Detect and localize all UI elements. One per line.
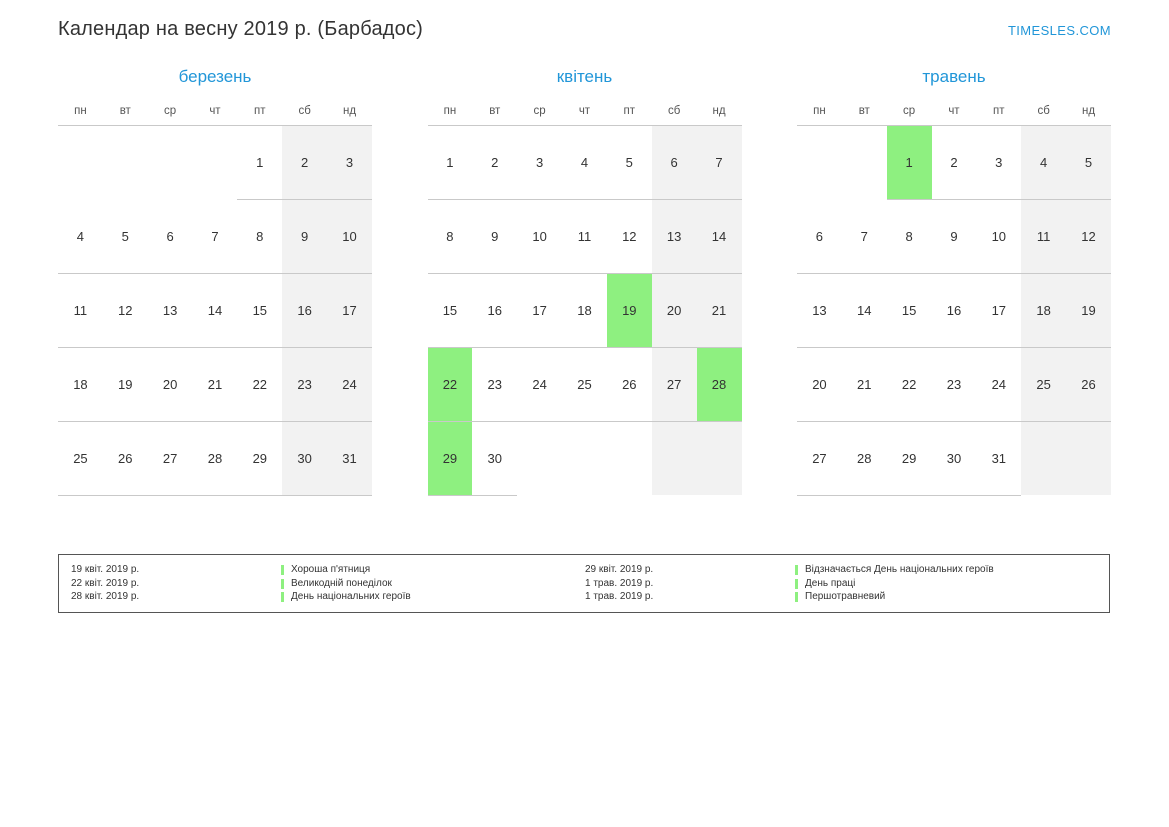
day-number: 19 bbox=[607, 274, 652, 347]
legend-date: 19 квіт. 2019 р. bbox=[71, 564, 140, 575]
day-cell[interactable] bbox=[1021, 274, 1066, 348]
empty-cell bbox=[562, 422, 607, 496]
day-number: 1 bbox=[256, 155, 264, 170]
day-number: 9 bbox=[282, 200, 327, 273]
week-row bbox=[797, 200, 1111, 274]
day-number: 11 bbox=[577, 229, 592, 244]
day-number: 15 bbox=[252, 303, 268, 318]
day-cell[interactable] bbox=[697, 274, 742, 348]
day-cell[interactable] bbox=[428, 126, 473, 200]
day-cell[interactable] bbox=[327, 422, 372, 496]
day-number bbox=[1066, 422, 1111, 495]
weekday-header: пт bbox=[976, 101, 1021, 126]
weekday-header: пн bbox=[428, 101, 473, 126]
day-cell[interactable] bbox=[472, 348, 517, 422]
legend-date: 29 квіт. 2019 р. bbox=[585, 564, 654, 575]
day-number: 28 bbox=[697, 348, 742, 421]
day-cell[interactable] bbox=[797, 348, 842, 422]
empty-cell bbox=[103, 126, 148, 200]
day-number: 2 bbox=[950, 155, 958, 170]
day-number bbox=[842, 126, 887, 199]
day-number: 24 bbox=[991, 377, 1007, 392]
day-number: 20 bbox=[652, 274, 697, 347]
week-row bbox=[58, 126, 372, 200]
day-number: 26 bbox=[1066, 348, 1111, 421]
day-number bbox=[1021, 422, 1066, 495]
day-number: 7 bbox=[211, 228, 219, 244]
week-row bbox=[58, 200, 372, 274]
day-number: 3 bbox=[535, 155, 544, 170]
day-cell[interactable] bbox=[932, 348, 977, 422]
day-cell[interactable] bbox=[1066, 274, 1111, 348]
day-cell[interactable] bbox=[697, 348, 742, 422]
day-cell[interactable] bbox=[148, 274, 193, 348]
day-number: 16 bbox=[946, 303, 962, 318]
week-row bbox=[428, 126, 742, 200]
day-number: 18 bbox=[577, 303, 592, 318]
day-number: 30 bbox=[487, 451, 502, 466]
day-number: 26 bbox=[118, 451, 133, 466]
week-row bbox=[58, 348, 372, 422]
day-number: 19 bbox=[1066, 274, 1111, 347]
week-row bbox=[797, 126, 1111, 200]
day-cell[interactable] bbox=[976, 126, 1021, 200]
day-number bbox=[797, 126, 842, 199]
day-number: 5 bbox=[121, 228, 129, 244]
day-cell[interactable] bbox=[562, 126, 607, 200]
day-number: 7 bbox=[860, 228, 868, 244]
legend-date: 1 трав. 2019 р. bbox=[585, 577, 654, 589]
day-number bbox=[697, 422, 742, 495]
day-cell[interactable] bbox=[932, 422, 977, 496]
weekday-header: пт bbox=[607, 101, 652, 126]
day-number: 10 bbox=[327, 200, 372, 273]
empty-cell bbox=[797, 126, 842, 200]
day-cell[interactable] bbox=[282, 348, 327, 422]
day-cell[interactable] bbox=[562, 200, 607, 274]
day-cell[interactable] bbox=[193, 274, 238, 348]
day-number bbox=[148, 126, 193, 199]
day-number bbox=[103, 126, 148, 199]
day-number: 23 bbox=[487, 377, 502, 392]
day-cell[interactable] bbox=[842, 274, 887, 348]
day-number: 13 bbox=[812, 303, 827, 318]
day-number: 30 bbox=[282, 422, 327, 495]
week-row bbox=[797, 274, 1111, 348]
day-cell[interactable] bbox=[842, 422, 887, 496]
weekday-header: ср bbox=[148, 101, 193, 126]
empty-cell bbox=[148, 126, 193, 200]
legend-holiday-name: Першотравневий bbox=[795, 590, 1099, 604]
weekday-header: сб bbox=[282, 101, 327, 126]
day-cell[interactable] bbox=[607, 126, 652, 200]
day-cell[interactable] bbox=[652, 274, 697, 348]
weekday-header: нд bbox=[1066, 101, 1111, 126]
day-cell[interactable] bbox=[148, 348, 193, 422]
week-row bbox=[428, 422, 742, 496]
weekday-header: пн bbox=[58, 101, 103, 126]
day-cell[interactable] bbox=[472, 200, 517, 274]
weekday-header: нд bbox=[697, 101, 742, 126]
months-container bbox=[0, 41, 1169, 496]
day-number: 17 bbox=[327, 274, 372, 347]
day-cell[interactable] bbox=[1066, 348, 1111, 422]
day-number: 25 bbox=[577, 377, 592, 392]
day-number: 25 bbox=[73, 451, 88, 466]
day-cell[interactable] bbox=[282, 422, 327, 496]
month-block bbox=[797, 67, 1111, 496]
day-cell[interactable] bbox=[887, 274, 932, 348]
day-cell[interactable] bbox=[607, 274, 652, 348]
day-number: 25 bbox=[1021, 348, 1066, 421]
day-number: 24 bbox=[327, 348, 372, 421]
day-cell[interactable] bbox=[1066, 200, 1111, 274]
weekday-header: вт bbox=[472, 101, 517, 126]
day-cell[interactable] bbox=[887, 126, 932, 200]
day-number: 28 bbox=[857, 451, 872, 466]
day-number: 21 bbox=[697, 274, 742, 347]
day-number: 10 bbox=[991, 229, 1007, 244]
day-number: 27 bbox=[812, 451, 827, 466]
day-number: 29 bbox=[901, 451, 917, 466]
month-table bbox=[797, 101, 1111, 496]
day-number: 4 bbox=[1021, 126, 1066, 199]
day-number: 23 bbox=[946, 377, 962, 392]
day-cell[interactable] bbox=[1021, 126, 1066, 200]
month-table bbox=[428, 101, 742, 496]
day-number: 11 bbox=[73, 303, 88, 318]
day-number: 18 bbox=[1021, 274, 1066, 347]
week-row bbox=[58, 422, 372, 496]
week-row bbox=[797, 422, 1111, 496]
legend-dates-left bbox=[71, 563, 281, 604]
weekday-header: чт bbox=[562, 101, 607, 126]
day-number: 12 bbox=[622, 229, 637, 244]
empty-cell bbox=[652, 422, 697, 496]
week-row bbox=[428, 274, 742, 348]
empty-cell bbox=[842, 126, 887, 200]
day-number: 30 bbox=[946, 451, 962, 466]
day-number: 9 bbox=[950, 229, 958, 244]
day-cell[interactable] bbox=[193, 200, 238, 274]
day-cell[interactable] bbox=[327, 200, 372, 274]
day-cell[interactable] bbox=[887, 348, 932, 422]
day-cell[interactable] bbox=[797, 200, 842, 274]
day-number: 3 bbox=[995, 155, 1003, 170]
day-number: 4 bbox=[580, 155, 589, 170]
day-cell[interactable] bbox=[932, 274, 977, 348]
day-cell[interactable] bbox=[472, 274, 517, 348]
day-number: 7 bbox=[697, 126, 742, 199]
day-number: 12 bbox=[1066, 200, 1111, 273]
day-number bbox=[193, 126, 238, 199]
day-cell[interactable] bbox=[607, 200, 652, 274]
day-number: 5 bbox=[1066, 126, 1111, 199]
day-number: 9 bbox=[491, 229, 499, 244]
day-number: 15 bbox=[901, 303, 917, 318]
day-number bbox=[607, 422, 652, 495]
legend-column-right bbox=[585, 563, 1099, 604]
day-number bbox=[517, 422, 562, 495]
day-cell[interactable] bbox=[842, 348, 887, 422]
day-number: 3 bbox=[327, 126, 372, 199]
day-cell[interactable] bbox=[428, 200, 473, 274]
day-number: 14 bbox=[697, 200, 742, 273]
day-cell[interactable] bbox=[797, 274, 842, 348]
day-number: 20 bbox=[812, 377, 827, 392]
day-cell[interactable] bbox=[517, 126, 562, 200]
weekday-header: чт bbox=[932, 101, 977, 126]
day-number: 10 bbox=[532, 229, 547, 244]
day-cell[interactable] bbox=[472, 422, 517, 496]
day-number: 18 bbox=[73, 377, 88, 392]
day-number bbox=[58, 126, 103, 199]
legend-holiday-name: День праці bbox=[795, 577, 1099, 591]
day-cell[interactable] bbox=[976, 274, 1021, 348]
day-number: 6 bbox=[166, 228, 174, 244]
day-number: 4 bbox=[76, 228, 85, 244]
day-cell[interactable] bbox=[652, 126, 697, 200]
day-number: 11 bbox=[1021, 200, 1066, 273]
day-number: 27 bbox=[652, 348, 697, 421]
day-cell[interactable] bbox=[517, 348, 562, 422]
legend-names-right bbox=[795, 563, 1099, 604]
day-number: 21 bbox=[207, 377, 223, 392]
legend-column-left bbox=[71, 563, 585, 604]
day-number: 17 bbox=[532, 303, 547, 318]
legend-holiday-name: Відзначається День національних героїв bbox=[795, 563, 1099, 577]
day-number: 28 bbox=[207, 451, 223, 466]
day-cell[interactable] bbox=[237, 200, 282, 274]
day-number: 21 bbox=[857, 377, 872, 392]
day-number: 6 bbox=[815, 228, 824, 244]
day-number: 22 bbox=[901, 377, 917, 392]
day-cell[interactable] bbox=[976, 200, 1021, 274]
month-title: квітень bbox=[556, 67, 613, 86]
empty-cell bbox=[58, 126, 103, 200]
day-cell[interactable] bbox=[428, 348, 473, 422]
day-number: 31 bbox=[991, 451, 1007, 466]
day-cell[interactable] bbox=[472, 126, 517, 200]
legend-holiday-name: Великодній понеділок bbox=[281, 577, 585, 591]
day-number: 8 bbox=[446, 229, 454, 244]
weekday-header: пт bbox=[237, 101, 282, 126]
day-cell[interactable] bbox=[237, 274, 282, 348]
month-title: травень bbox=[922, 67, 986, 86]
empty-cell bbox=[517, 422, 562, 496]
day-cell[interactable] bbox=[887, 200, 932, 274]
day-cell[interactable] bbox=[327, 348, 372, 422]
day-cell[interactable] bbox=[1066, 126, 1111, 200]
day-number: 8 bbox=[905, 229, 913, 244]
day-number: 8 bbox=[256, 229, 264, 244]
weekday-header: сб bbox=[1021, 101, 1066, 126]
weekday-header: ср bbox=[887, 101, 932, 126]
day-number: 14 bbox=[857, 303, 872, 318]
month-block bbox=[58, 67, 372, 496]
day-cell[interactable] bbox=[148, 422, 193, 496]
weekday-header: ср bbox=[517, 101, 562, 126]
day-cell[interactable] bbox=[282, 126, 327, 200]
day-number: 29 bbox=[428, 422, 473, 495]
day-number: 1 bbox=[446, 155, 454, 170]
day-number: 14 bbox=[207, 303, 223, 318]
day-cell[interactable] bbox=[103, 274, 148, 348]
month-table bbox=[58, 101, 372, 496]
day-cell[interactable] bbox=[327, 126, 372, 200]
day-cell[interactable] bbox=[652, 348, 697, 422]
day-number: 5 bbox=[625, 155, 633, 170]
day-cell[interactable] bbox=[976, 348, 1021, 422]
day-cell[interactable] bbox=[327, 274, 372, 348]
day-number: 6 bbox=[652, 126, 697, 199]
day-number: 13 bbox=[652, 200, 697, 273]
day-cell[interactable] bbox=[282, 274, 327, 348]
weekday-header: сб bbox=[652, 101, 697, 126]
legend-names-left bbox=[281, 563, 585, 604]
legend-dates-right bbox=[585, 563, 795, 604]
day-number: 16 bbox=[487, 303, 502, 318]
day-cell[interactable] bbox=[797, 422, 842, 496]
day-cell[interactable] bbox=[103, 422, 148, 496]
day-number: 17 bbox=[991, 303, 1007, 318]
week-row bbox=[428, 200, 742, 274]
legend-date: 22 квіт. 2019 р. bbox=[71, 577, 140, 589]
day-cell[interactable] bbox=[697, 200, 742, 274]
day-number: 29 bbox=[252, 451, 268, 466]
day-cell[interactable] bbox=[887, 422, 932, 496]
day-cell[interactable] bbox=[517, 274, 562, 348]
day-number: 20 bbox=[162, 377, 178, 392]
day-cell[interactable] bbox=[428, 274, 473, 348]
week-row bbox=[797, 348, 1111, 422]
day-number: 1 bbox=[887, 126, 932, 199]
brand-link[interactable]: TIMESLES.COM bbox=[1007, 23, 1111, 38]
day-number: 2 bbox=[491, 155, 499, 170]
day-number: 12 bbox=[118, 303, 133, 318]
empty-cell bbox=[1021, 422, 1066, 496]
day-cell[interactable] bbox=[58, 422, 103, 496]
day-cell[interactable] bbox=[697, 126, 742, 200]
legend-date: 28 квіт. 2019 р. bbox=[71, 591, 140, 602]
day-cell[interactable] bbox=[932, 126, 977, 200]
day-number: 16 bbox=[282, 274, 327, 347]
day-number: 15 bbox=[442, 303, 458, 318]
day-cell[interactable] bbox=[932, 200, 977, 274]
day-cell[interactable] bbox=[148, 200, 193, 274]
weekday-header: чт bbox=[193, 101, 238, 126]
empty-cell bbox=[607, 422, 652, 496]
day-cell[interactable] bbox=[193, 422, 238, 496]
day-cell[interactable] bbox=[237, 126, 282, 200]
day-number bbox=[562, 422, 607, 495]
legend-date: 1 трав. 2019 р. bbox=[585, 591, 654, 602]
day-number: 31 bbox=[327, 422, 372, 495]
day-cell[interactable] bbox=[58, 200, 103, 274]
day-cell[interactable] bbox=[237, 348, 282, 422]
day-cell[interactable] bbox=[976, 422, 1021, 496]
day-cell[interactable] bbox=[58, 274, 103, 348]
empty-cell bbox=[697, 422, 742, 496]
day-cell[interactable] bbox=[607, 348, 652, 422]
weekday-header: вт bbox=[103, 101, 148, 126]
day-number: 26 bbox=[622, 377, 637, 392]
day-number: 23 bbox=[282, 348, 327, 421]
day-cell[interactable] bbox=[1021, 348, 1066, 422]
weekday-header: нд bbox=[327, 101, 372, 126]
legend-holiday-name: День національних героїв bbox=[281, 590, 585, 604]
day-cell[interactable] bbox=[842, 200, 887, 274]
legend-holiday-name: Хороша п'ятниця bbox=[281, 563, 585, 577]
day-number: 2 bbox=[282, 126, 327, 199]
day-cell[interactable] bbox=[237, 422, 282, 496]
month-block bbox=[428, 67, 742, 496]
day-cell[interactable] bbox=[428, 422, 473, 496]
empty-cell bbox=[193, 126, 238, 200]
day-number: 24 bbox=[532, 377, 547, 392]
day-number: 19 bbox=[118, 377, 133, 392]
month-title: березень bbox=[178, 67, 252, 86]
day-cell[interactable] bbox=[103, 348, 148, 422]
day-number: 22 bbox=[252, 377, 268, 392]
day-number: 13 bbox=[162, 303, 178, 318]
day-cell[interactable] bbox=[193, 348, 238, 422]
page-header bbox=[0, 0, 1169, 41]
day-cell[interactable] bbox=[562, 274, 607, 348]
legend bbox=[58, 554, 1110, 613]
day-cell[interactable] bbox=[562, 348, 607, 422]
page-title: Календар на весну 2019 р. (Барбадос) bbox=[58, 18, 424, 40]
weekday-header: пн bbox=[797, 101, 842, 126]
day-number bbox=[652, 422, 697, 495]
day-cell[interactable] bbox=[652, 200, 697, 274]
day-cell[interactable] bbox=[282, 200, 327, 274]
week-row bbox=[58, 274, 372, 348]
day-number: 22 bbox=[428, 348, 473, 421]
day-cell[interactable] bbox=[517, 200, 562, 274]
day-number: 27 bbox=[162, 451, 178, 466]
day-cell[interactable] bbox=[103, 200, 148, 274]
day-cell[interactable] bbox=[1021, 200, 1066, 274]
empty-cell bbox=[1066, 422, 1111, 496]
day-cell[interactable] bbox=[58, 348, 103, 422]
week-row bbox=[428, 348, 742, 422]
weekday-header: вт bbox=[842, 101, 887, 126]
